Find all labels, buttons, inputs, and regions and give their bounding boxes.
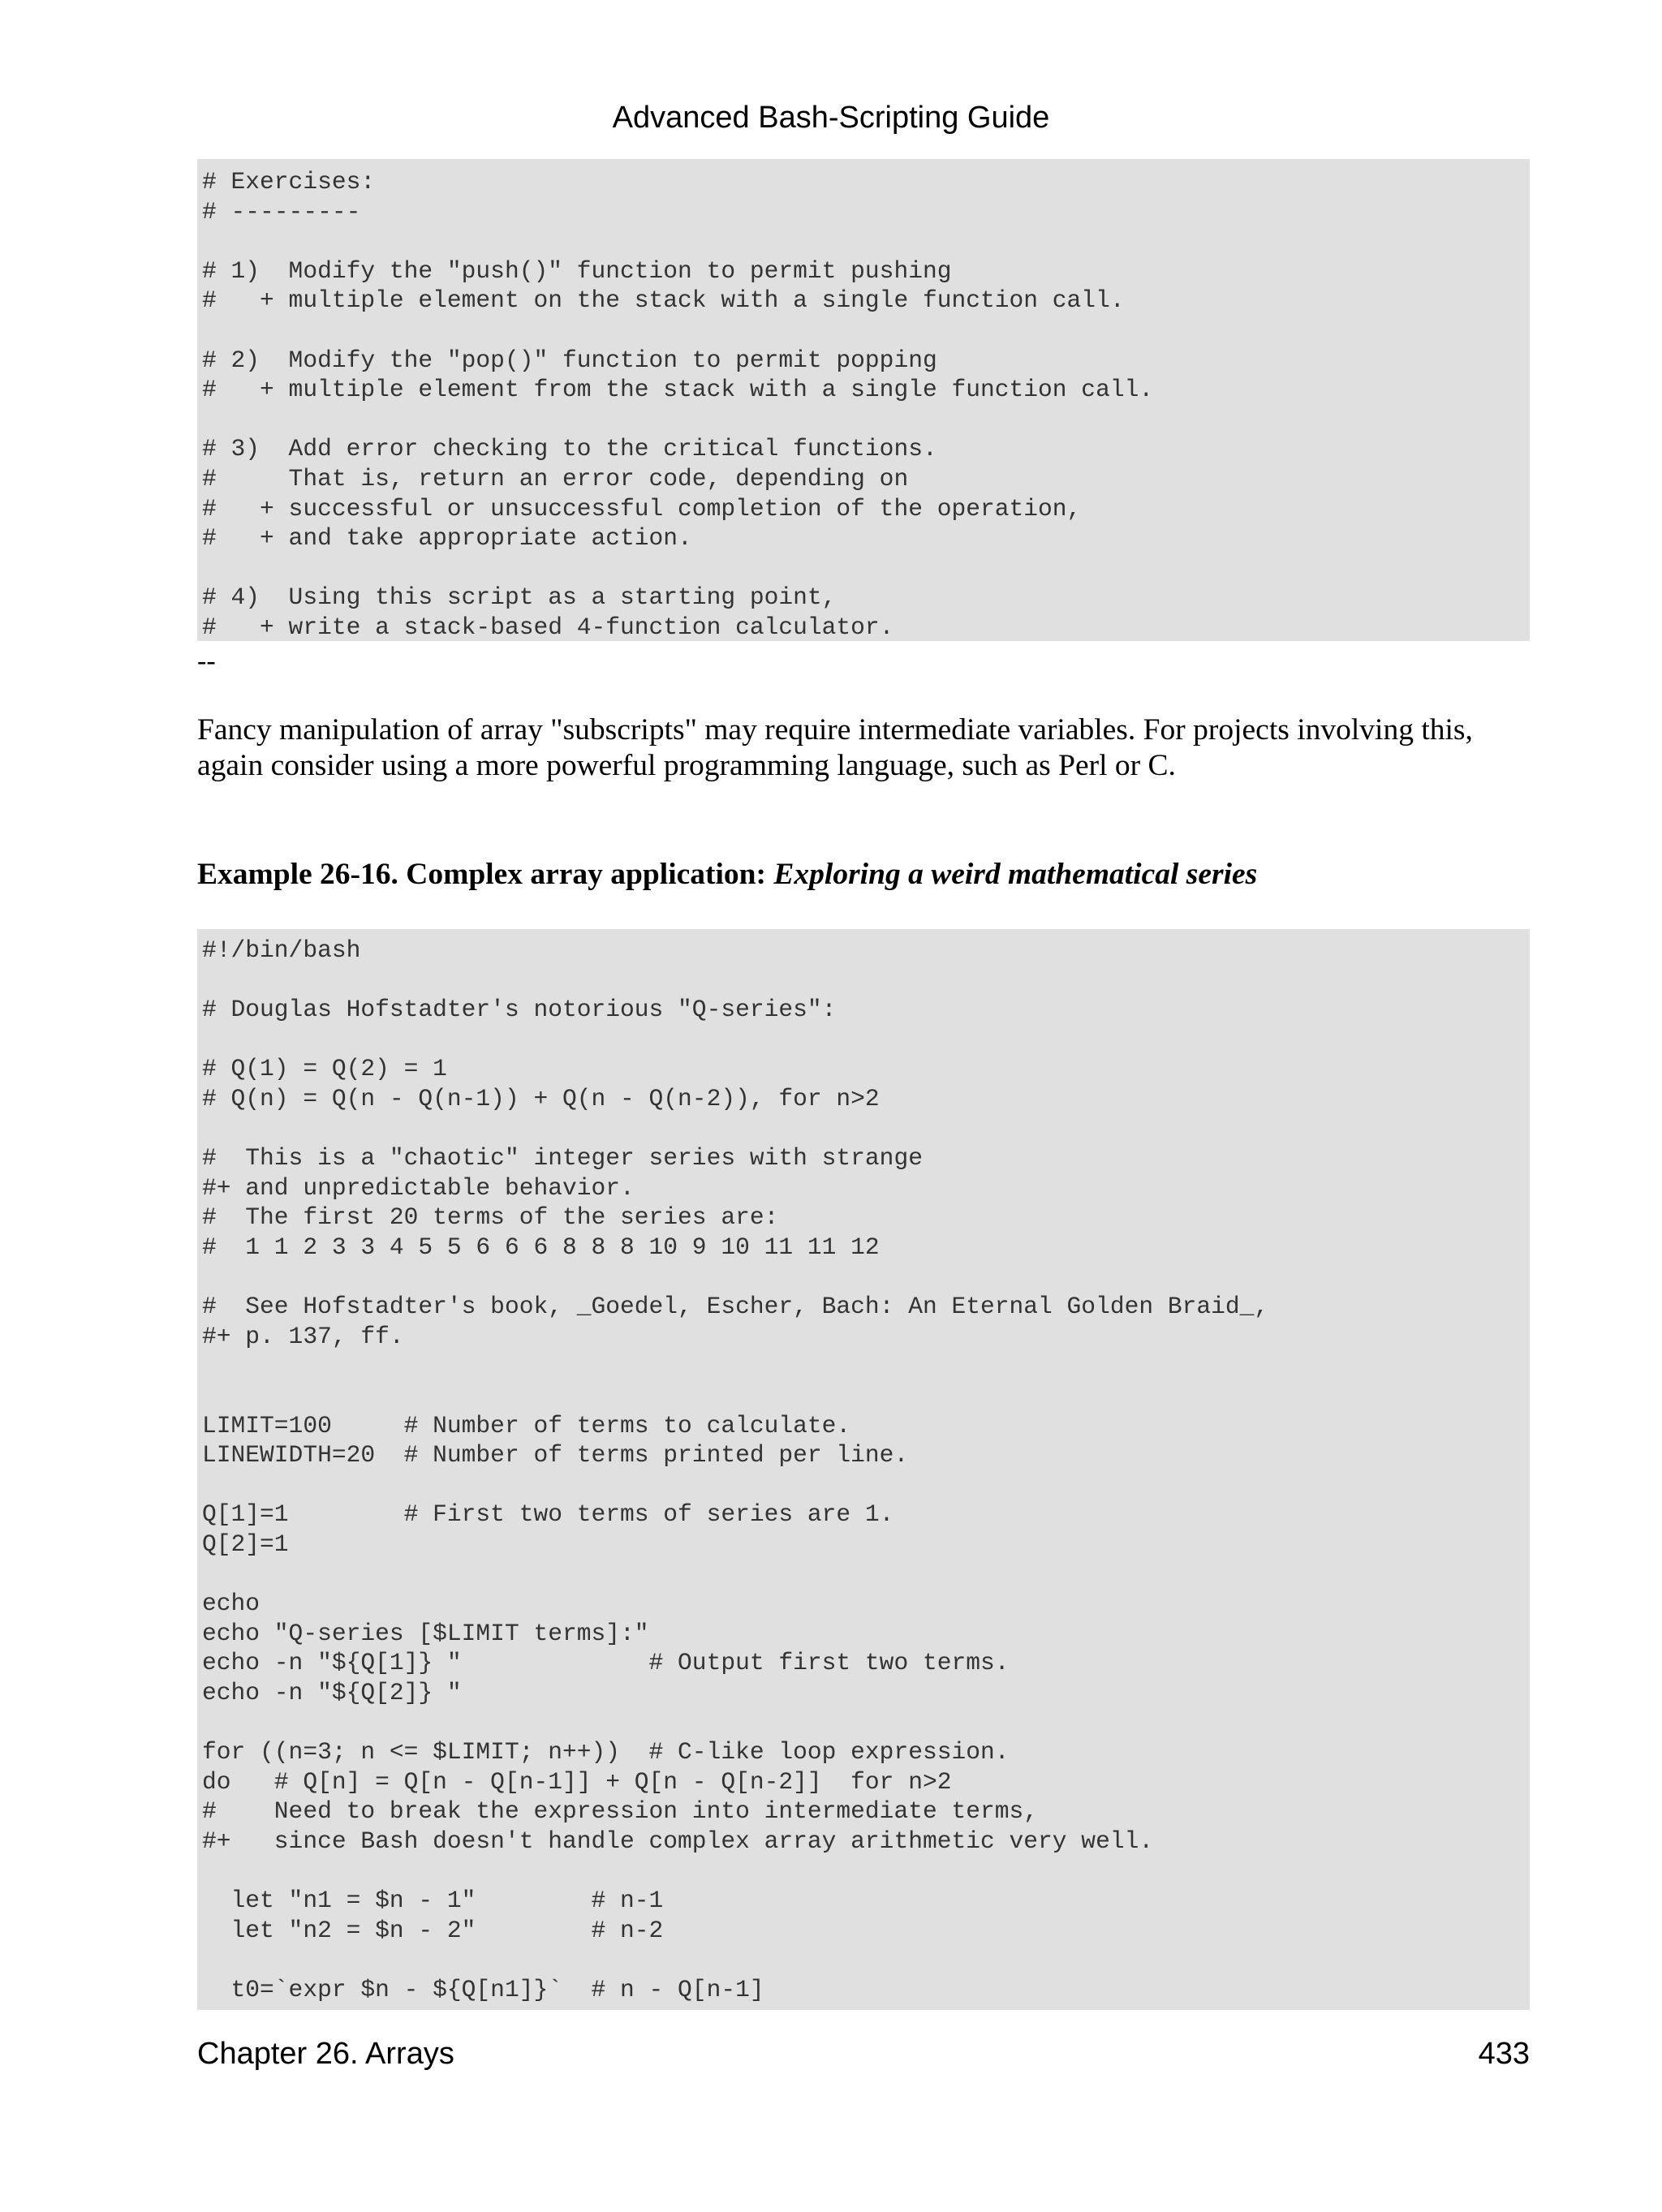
example-label: Example 26-16. Complex array application: <box>197 858 774 891</box>
code-line <box>202 1025 1530 1055</box>
code-block-exercises <box>197 159 1530 641</box>
code-line: # + successful or unsuccessful completion of the operation, <box>202 494 1082 523</box>
code-line <box>202 553 1530 583</box>
footer-page-number: 433 <box>1478 2037 1530 2071</box>
code-line <box>202 1856 1530 1886</box>
code-line <box>202 226 1530 256</box>
code-line: # + and take appropriate action. <box>202 524 692 553</box>
code-line: # + multiple element from the stack with a single function call. <box>202 376 1154 404</box>
code-line: let "n2 = $n - 2" # n-2 <box>202 1916 664 1944</box>
code-line <box>202 1263 1530 1293</box>
footer-chapter: Chapter 26. Arrays <box>197 2037 454 2071</box>
code-line: #+ and unpredictable behavior. <box>202 1173 635 1202</box>
code-line <box>202 1707 1530 1737</box>
code-line: # The first 20 terms of the series are: <box>202 1203 779 1232</box>
code-line: # This is a "chaotic" integer series with strange <box>202 1144 923 1173</box>
code-line: # + multiple element on the stack with a single function call. <box>202 286 1125 315</box>
code-line: # Need to break the expression into intermediate terms, <box>202 1797 1039 1826</box>
code-line: echo -n "${Q[1]} " # Output first two terms. <box>202 1649 1010 1677</box>
code-block-q-series <box>197 929 1530 2010</box>
code-line <box>202 1470 1530 1500</box>
running-header: Advanced Bash-Scripting Guide <box>612 101 1050 135</box>
code-line: # 1 1 2 3 3 4 5 5 6 6 6 8 8 8 10 9 10 11 11 12 <box>202 1233 880 1261</box>
code-line: #+ p. 137, ff. <box>202 1322 404 1350</box>
code-line <box>202 405 1530 435</box>
example-subtitle: Exploring a weird mathematical series <box>773 858 1258 891</box>
code-line: # 1) Modify the "push()" function to permit pushing <box>202 256 952 285</box>
code-line <box>202 316 1530 346</box>
code-line: # That is, return an error code, depending on <box>202 464 909 493</box>
code-line: # 2) Modify the "pop()" function to permit popping <box>202 346 937 374</box>
example-title <box>197 857 1536 892</box>
code-line: LINEWIDTH=20 # Number of terms printed per line. <box>202 1441 909 1470</box>
code-line: # Douglas Hofstadter's notorious "Q-series": <box>202 996 837 1024</box>
code-line: echo "Q-series [$LIMIT terms]:" <box>202 1619 649 1647</box>
code-line: # 4) Using this script as a starting point, <box>202 583 837 612</box>
code-line: Q[1]=1 # First two terms of series are 1. <box>202 1500 894 1529</box>
code-line: # --------- <box>202 197 361 226</box>
code-line <box>202 1381 1530 1411</box>
code-line <box>202 1945 1530 1975</box>
code-line <box>202 966 1530 996</box>
code-line <box>202 1559 1530 1589</box>
code-line: # Q(1) = Q(2) = 1 <box>202 1055 447 1083</box>
code-line: LIMIT=100 # Number of terms to calculate. <box>202 1411 851 1440</box>
code-line: # + write a stack-based 4-function calculator. <box>202 613 894 641</box>
code-line: # Q(n) = Q(n - Q(n-1)) + Q(n - Q(n-2)), for n>2 <box>202 1084 880 1112</box>
code-line: let "n1 = $n - 1" # n-1 <box>202 1887 664 1914</box>
code-line: echo <box>202 1590 260 1618</box>
code-line: #+ since Bash doesn't handle complex array arithmetic very well. <box>202 1827 1154 1855</box>
code-line: # 3) Add error checking to the critical functions. <box>202 435 937 463</box>
code-line: # Exercises: <box>202 168 376 196</box>
code-line <box>202 1114 1530 1144</box>
code-line: do # Q[n] = Q[n - Q[n-1]] + Q[n - Q[n-2]] for n>2 <box>202 1767 952 1796</box>
code-line <box>202 1351 1530 1381</box>
code-line: Q[2]=1 <box>202 1530 289 1558</box>
code-line: # See Hofstadter's book, _Goedel, Escher, Bach: An Eternal Golden Braid_, <box>202 1293 1269 1321</box>
separator-dashes: -- <box>197 646 216 676</box>
code-line: #!/bin/bash <box>202 936 361 964</box>
body-paragraph: Fancy manipulation of array "subscripts" may require intermediate variables. For projects involving this, again consider using a more powerful programming language, such as Perl or C. <box>197 713 1473 782</box>
code-line: echo -n "${Q[2]} " <box>202 1678 462 1706</box>
code-line: for ((n=3; n <= $LIMIT; n++)) # C-like loop expression. <box>202 1738 1010 1767</box>
code-line: t0=`expr $n - ${Q[n1]}` # n - Q[n-1] <box>202 1975 764 2003</box>
